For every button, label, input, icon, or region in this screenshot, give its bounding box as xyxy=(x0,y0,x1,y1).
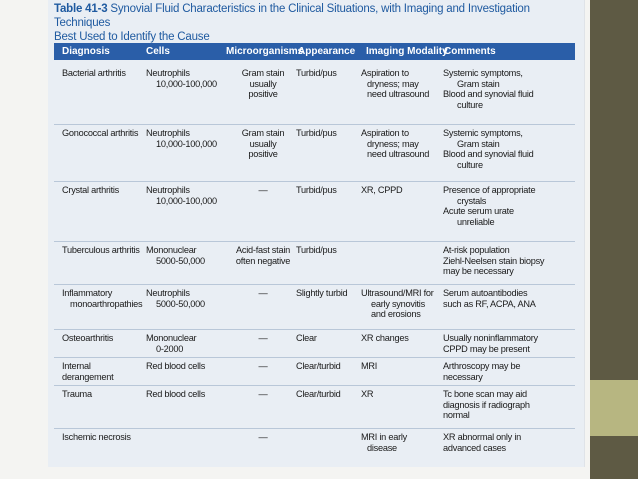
cell-text-line: Gram stain xyxy=(241,128,285,138)
header-comments: Comments xyxy=(444,46,496,57)
cell-diagnosis xyxy=(62,68,154,79)
cell-diagnosis xyxy=(62,245,154,256)
cell-text-line: dryness; may xyxy=(367,138,419,149)
cell-text-line: Neutrophils xyxy=(146,288,190,298)
cell-text-line: Gram stain xyxy=(241,68,285,78)
cell-appearance xyxy=(296,68,362,79)
cell-diagnosis xyxy=(62,288,154,309)
cell-text-line: Clear/turbid xyxy=(296,361,341,371)
cell-microorganisms xyxy=(226,128,300,160)
cell-text-line: 10,000-100,000 xyxy=(156,138,217,149)
cell-comments xyxy=(443,245,573,277)
cell-text-line: and erosions xyxy=(371,309,421,320)
cell-text-line: Usually noninflammatory xyxy=(443,333,538,343)
cell-text-line: Acute serum urate xyxy=(443,206,514,217)
cell-text-line: often negative xyxy=(235,255,291,266)
cell-text-line: Neutrophils xyxy=(146,128,190,138)
cell-text-line: Serum autoantibodies xyxy=(443,288,528,298)
cell-comments xyxy=(443,185,573,227)
cell-text-line: normal xyxy=(443,410,470,421)
cell-text-line: Ultrasound/MRI for xyxy=(361,288,434,298)
cell-imaging xyxy=(361,333,441,344)
cell-text-line: Mononuclear xyxy=(146,245,197,255)
cell-comments xyxy=(443,68,573,110)
cell-diagnosis xyxy=(62,389,154,400)
cell-text-line: Turbid/pus xyxy=(296,245,337,255)
cell-comments xyxy=(443,128,573,170)
caption-line-2: Best Used to Identify the Cause xyxy=(54,31,210,43)
cell-text-line: CPPD may be present xyxy=(443,343,530,354)
cell-text-line: MRI in early xyxy=(361,432,408,442)
cell-text-line: Bacterial arthritis xyxy=(62,68,126,78)
cell-text-line: Arthroscopy may be xyxy=(443,361,521,371)
cell-cells xyxy=(146,68,224,89)
table-number: Table 41-3 xyxy=(54,3,108,15)
cell-diagnosis xyxy=(62,361,154,382)
cell-text-line: XR, CPPD xyxy=(361,185,403,195)
cell-imaging xyxy=(361,288,441,320)
cell-comments xyxy=(443,389,573,421)
cell-text-line: culture xyxy=(457,99,483,110)
cell-text-line: — xyxy=(258,333,268,343)
cell-text-line: At-risk population xyxy=(443,245,510,255)
cell-appearance xyxy=(296,128,362,139)
cell-text-line: Red blood cells xyxy=(146,361,206,371)
cell-text-line: XR abnormal only in xyxy=(443,432,521,442)
cell-text-line: Internal xyxy=(62,361,91,371)
row-divider xyxy=(54,181,575,182)
row-divider xyxy=(54,284,575,285)
cell-text-line: Slightly turbid xyxy=(296,288,348,298)
cell-text-line: necessary xyxy=(443,371,483,382)
cell-text-line: — xyxy=(258,389,268,399)
cell-text-line: positive xyxy=(248,89,278,100)
cell-cells xyxy=(146,288,224,309)
cell-text-line: XR xyxy=(361,389,374,399)
cell-text-line: 10,000-100,000 xyxy=(156,195,217,206)
cell-text-line: — xyxy=(258,361,268,371)
cell-microorganisms xyxy=(226,361,300,372)
cell-microorganisms xyxy=(226,288,300,299)
cell-comments xyxy=(443,361,573,382)
cell-appearance xyxy=(296,245,362,256)
cell-text-line: Crystal arthritis xyxy=(62,185,120,195)
cell-text-line: Turbid/pus xyxy=(296,185,337,195)
table-image xyxy=(48,0,585,467)
cell-text-line: Gram stain xyxy=(457,138,500,149)
cell-cells xyxy=(146,361,224,372)
cell-cells xyxy=(146,389,224,400)
cell-cells xyxy=(146,185,224,206)
cell-text-line: culture xyxy=(457,159,483,170)
cell-text-line: monoarthropathies xyxy=(70,298,143,309)
cell-text-line: Tc bone scan may aid xyxy=(443,389,527,399)
cell-diagnosis xyxy=(62,128,154,139)
cell-cells xyxy=(146,245,224,266)
table-header-row xyxy=(54,43,575,60)
sidebar-accent-block xyxy=(590,380,638,436)
cell-text-line: positive xyxy=(248,149,278,160)
cell-text-line: — xyxy=(258,288,268,298)
cell-text-line: Neutrophils xyxy=(146,185,190,195)
cell-text-line: — xyxy=(258,185,268,195)
cell-text-line: Aspiration to xyxy=(361,128,409,138)
cell-text-line: Blood and synovial fluid xyxy=(443,149,534,160)
cell-appearance xyxy=(296,333,362,344)
cell-text-line: crystals xyxy=(457,195,487,206)
header-microorganisms: Microorganisms xyxy=(226,46,304,57)
cell-imaging xyxy=(361,68,441,100)
row-divider xyxy=(54,357,575,358)
header-diagnosis: Diagnosis xyxy=(62,46,110,57)
cell-text-line: 5000-50,000 xyxy=(156,255,205,266)
row-divider xyxy=(54,329,575,330)
cell-text-line: derangement xyxy=(62,371,114,382)
header-cells: Cells xyxy=(146,46,170,57)
cell-appearance xyxy=(296,389,362,400)
cell-imaging xyxy=(361,389,441,400)
cell-microorganisms xyxy=(226,333,300,344)
cell-text-line: diagnosis if radiograph xyxy=(443,399,530,410)
cell-text-line: Turbid/pus xyxy=(296,128,337,138)
table-caption xyxy=(54,2,574,44)
cell-comments xyxy=(443,333,573,354)
cell-comments xyxy=(443,432,573,453)
cell-diagnosis xyxy=(62,432,154,443)
cell-imaging xyxy=(361,128,441,160)
row-divider xyxy=(54,241,575,242)
cell-text-line: Trauma xyxy=(62,389,92,399)
cell-microorganisms xyxy=(226,68,300,100)
cell-text-line: Aspiration to xyxy=(361,68,409,78)
cell-text-line: Osteoarthritis xyxy=(62,333,114,343)
header-appearance: Appearance xyxy=(298,46,356,57)
cell-text-line: such as RF, ACPA, ANA xyxy=(443,298,536,309)
cell-cells xyxy=(146,333,224,354)
cell-text-line: Turbid/pus xyxy=(296,68,337,78)
cell-text-line: advanced cases xyxy=(443,442,506,453)
cell-appearance xyxy=(296,288,362,299)
cell-appearance xyxy=(296,185,362,196)
caption-line-1: Synovial Fluid Characteristics in the Clinical Situations, with Imaging and Investigation Techniques xyxy=(54,3,530,29)
cell-text-line: need ultrasound xyxy=(367,149,430,160)
cell-text-line: Clear xyxy=(296,333,317,343)
cell-text-line: usually xyxy=(249,78,277,89)
cell-text-line: Blood and synovial fluid xyxy=(443,89,534,100)
cell-imaging xyxy=(361,432,441,453)
cell-diagnosis xyxy=(62,185,154,196)
cell-cells xyxy=(146,128,224,149)
cell-text-line: may be necessary xyxy=(443,266,514,277)
cell-text-line: Gram stain xyxy=(457,78,500,89)
cell-microorganisms xyxy=(226,389,300,400)
cell-text-line: Tuberculous arthritis xyxy=(62,245,140,255)
cell-imaging xyxy=(361,361,441,372)
cell-text-line: early synovitis xyxy=(371,298,425,309)
cell-microorganisms xyxy=(226,185,300,196)
cell-text-line: Presence of appropriate xyxy=(443,185,536,195)
cell-text-line: Gonococcal arthritis xyxy=(62,128,139,138)
cell-text-line: unreliable xyxy=(457,216,495,227)
cell-text-line: Systemic symptoms, xyxy=(443,128,523,138)
row-divider xyxy=(54,385,575,386)
cell-diagnosis xyxy=(62,333,154,344)
cell-comments xyxy=(443,288,573,309)
cell-text-line: 5000-50,000 xyxy=(156,298,205,309)
cell-text-line: Ziehl-Neelsen stain biopsy xyxy=(443,255,545,266)
cell-appearance xyxy=(296,361,362,372)
cell-text-line: Acid-fast stain xyxy=(236,245,290,255)
cell-text-line: — xyxy=(258,432,268,442)
cell-text-line: disease xyxy=(367,442,397,453)
cell-text-line: dryness; may xyxy=(367,78,419,89)
cell-text-line: 10,000-100,000 xyxy=(156,78,217,89)
cell-microorganisms xyxy=(226,245,300,266)
cell-text-line: usually xyxy=(249,138,277,149)
cell-text-line: Clear/turbid xyxy=(296,389,341,399)
cell-text-line: Inflammatory xyxy=(62,288,113,298)
cell-imaging xyxy=(361,185,441,196)
cell-text-line: XR changes xyxy=(361,333,409,343)
row-divider xyxy=(54,428,575,429)
cell-text-line: Systemic symptoms, xyxy=(443,68,523,78)
cell-text-line: need ultrasound xyxy=(367,89,430,100)
cell-text-line: Ischemic necrosis xyxy=(62,432,131,442)
cell-text-line: MRI xyxy=(361,361,378,371)
cell-text-line: Mononuclear xyxy=(146,333,197,343)
row-divider xyxy=(54,124,575,125)
cell-text-line: Red blood cells xyxy=(146,389,206,399)
cell-microorganisms xyxy=(226,432,300,443)
cell-text-line: Neutrophils xyxy=(146,68,190,78)
header-imaging-modality: Imaging Modality xyxy=(366,46,448,57)
cell-text-line: 0-2000 xyxy=(156,343,184,354)
